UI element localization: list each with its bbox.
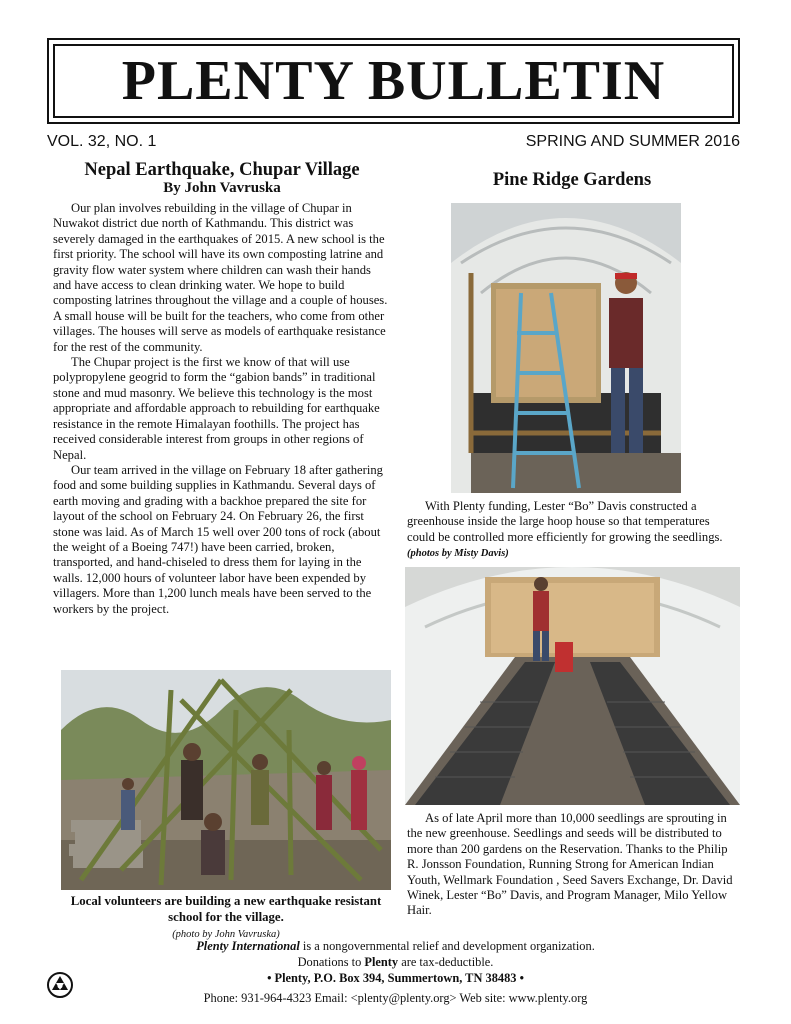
- nepal-byline: By John Vavruska: [163, 180, 281, 196]
- nepal-body: [53, 201, 391, 617]
- nepal-paragraph: Our plan involves rebuilding in the village of Chupar in Nuwakot district due north of Kathmandu. This district was severely damaged in the earthquakes of 2015. A new school is the first priority. The school will have its own composting latrine and gravity flow water system where children can wash their hands and have access to clean drinking water. We hope to build composting latrines throughout the village and a couple of houses. A small house will be built for the teachers, who come from other villages. The houses will serve as models of earthquake resistance for the rest of the community.: [53, 201, 388, 354]
- pine-ridge-caption-1: [407, 499, 740, 562]
- nepal-construction-photo: [61, 670, 391, 890]
- greenhouse-photo-2: [405, 567, 740, 805]
- pine-ridge-caption-1-text: With Plenty funding, Lester “Bo” Davis constructed a greenhouse inside the large hoop house so that temperatures could be controlled more efficiently for growing the seedlings.: [407, 499, 723, 544]
- masthead-inner-frame: [53, 44, 734, 118]
- footer-donations-post: are tax-deductible.: [398, 955, 494, 969]
- nepal-paragraph: Our team arrived in the village on February 18 after gathering food and some building supplies in Kathmandu. Several days of earth moving and grading with a backhoe prepared the site for layout of the school on February 24. On February 26, the first stone was laid. As of March 15 well over 200 tons of rock (about the weight of a Boeing 747!) have been carried, broken, transported, and hand-chiseled to dress them for laying in the walls. 12,000 hours of volunteer labor have been expended by villagers. More than 1,200 lunch meals have been served to the workers by the project.: [53, 462, 383, 616]
- masthead-title: PLENTY BULLETIN: [121, 50, 666, 112]
- nepal-paragraph: The Chupar project is the first we know of that will use polypropylene geogrid to form the “gabion bands” in traditional stone and mud masonry. We believe this technology is the most appropriate and affordable approach to rebuilding for earthquake resistance in the remote Himalayan foothills. The project has received considerable interest from groups in other regions of Nepal.: [53, 355, 380, 462]
- masthead-frame: [47, 38, 740, 124]
- footer-donations-line: [0, 954, 791, 970]
- nepal-article: [53, 160, 391, 617]
- nepal-photo-caption: [61, 893, 391, 943]
- pine-ridge-article: [404, 160, 740, 190]
- greenhouse-photo-1: [451, 203, 681, 493]
- nepal-caption-text: Local volunteers are building a new earthquake resistant school for the village.: [70, 894, 382, 924]
- footer-donations-pre: Donations to: [297, 955, 365, 969]
- footer-org-line: [0, 938, 791, 954]
- issue-volume: VOL. 32, NO. 1: [47, 133, 157, 150]
- footer: [0, 938, 791, 1006]
- issue-season: SPRING AND SUMMER 2016: [525, 133, 740, 150]
- pine-ridge-headline: Pine Ridge Gardens: [492, 170, 652, 190]
- footer-address: • Plenty, P.O. Box 394, Summertown, TN 38483 •: [267, 971, 524, 985]
- pine-ridge-photo-credit: (photos by Misty Davis): [407, 548, 509, 560]
- footer-contact: Phone: 931-964-4323 Email: <plenty@plenty.org> Web site: www.plenty.org: [203, 991, 588, 1005]
- nepal-headline: Nepal Earthquake, Chupar Village: [84, 160, 360, 180]
- nepal-photo-credit: (photo by John Vavruska): [172, 929, 280, 940]
- pine-ridge-caption-2: As of late April more than 10,000 seedlings are sprouting in the new greenhouse. Seedlings and seeds will be distributed to more than 200 gardens on the Reservation. Thanks to the Philip R. Jonsson Foundation, Running Strong for American Indian Youth, Wellmark Foundation , Seed Savers Exchange, Dr. David Winek, Lester “Bo” Davis, and Program Manager, Milo Yellow Hair.: [407, 811, 733, 918]
- footer-org-name: Plenty International: [196, 939, 300, 953]
- footer-donations-name: Plenty: [364, 955, 399, 969]
- footer-org-desc: is a nongovernmental relief and development organization.: [299, 939, 595, 953]
- recycle-icon: [47, 972, 73, 998]
